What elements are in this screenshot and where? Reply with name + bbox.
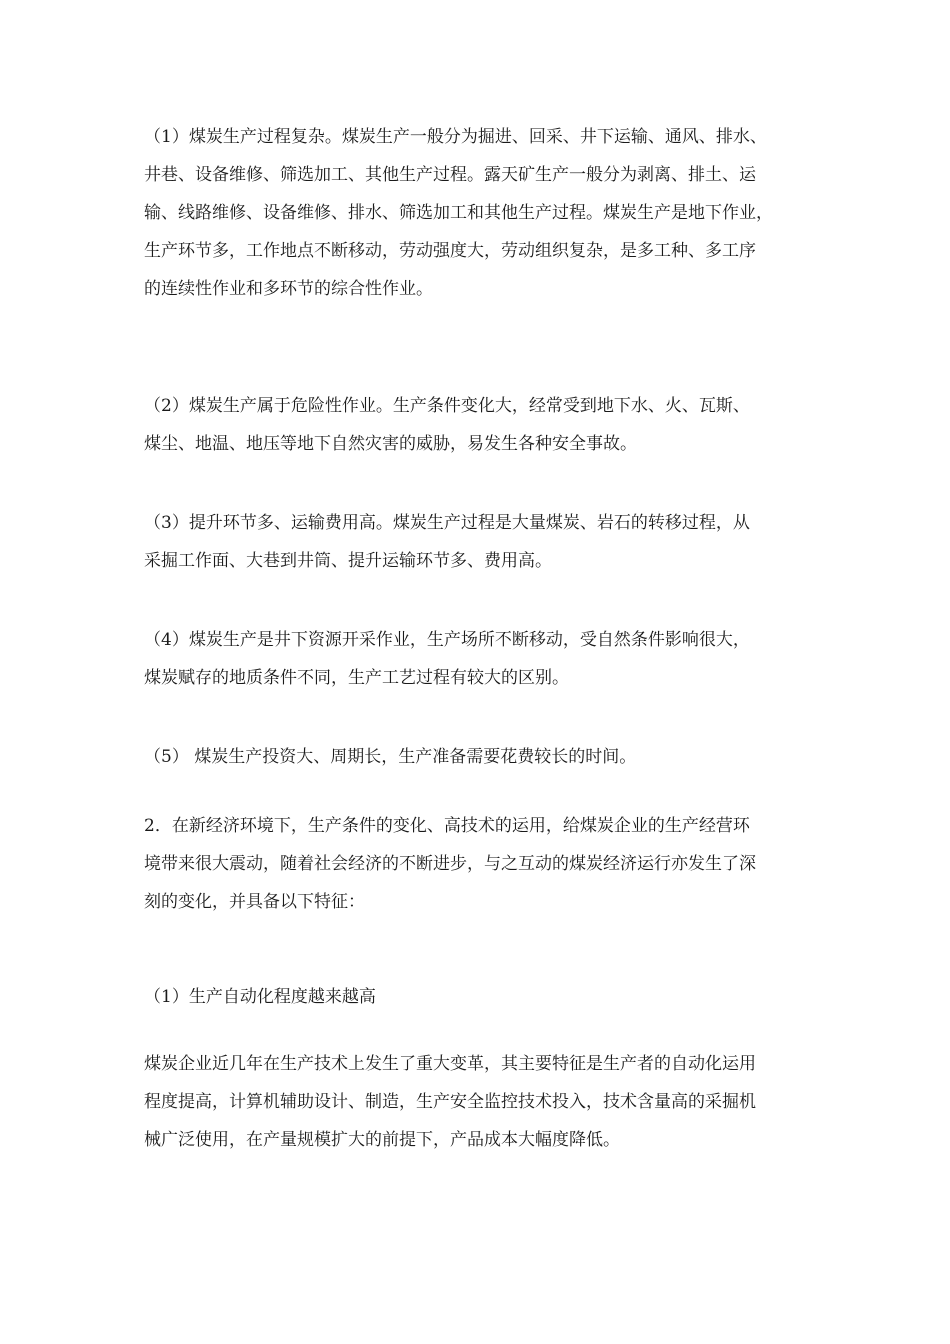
text-line: 井巷、设备维修、筛选加工、其他生产过程。露天矿生产一般分为剥离、排土、运 [144, 165, 756, 185]
paragraph-investment [144, 738, 814, 776]
text-line: 境带来很大震动，随着社会经济的不断进步，与之互动的煤炭经济运行亦发生了深 [144, 854, 756, 874]
text-line: （1）生产自动化程度越来越高 [144, 987, 376, 1007]
paragraph-automation-body [144, 1045, 814, 1159]
paragraph-transport-cost [144, 504, 814, 580]
text-line: 生产环节多，工作地点不断移动，劳动强度大，劳动组织复杂，是多工种、多工序 [144, 241, 756, 261]
text-line: （5） 煤炭生产投资大、周期长，生产准备需要花费较长的时间。 [144, 747, 637, 767]
paragraph-underground-mining [144, 621, 814, 697]
text-line: 2．在新经济环境下，生产条件的变化、高技术的运用，给煤炭企业的生产经营环 [144, 816, 750, 836]
text-line: 煤尘、地温、地压等地下自然灾害的威胁，易发生各种安全事故。 [144, 434, 637, 454]
text-line: 程度提高，计算机辅助设计、制造，生产安全监控技术投入，技术含量高的采掘机 [144, 1092, 756, 1112]
text-line: （3）提升环节多、运输费用高。煤炭生产过程是大量煤炭、岩石的转移过程，从 [144, 513, 750, 533]
text-line: （2）煤炭生产属于危险性作业。生产条件变化大，经常受到地下水、火、瓦斯、 [144, 396, 750, 416]
text-line: 煤炭企业近几年在生产技术上发生了重大变革，其主要特征是生产者的自动化运用 [144, 1054, 756, 1074]
text-line: （1）煤炭生产过程复杂。煤炭生产一般分为掘进、回采、井下运输、通风、排水、 [144, 127, 767, 147]
text-line: 械广泛使用，在产量规模扩大的前提下，产品成本大幅度降低。 [144, 1130, 620, 1150]
paragraph-new-economy [144, 807, 814, 921]
text-line: （4）煤炭生产是井下资源开采作业，生产场所不断移动，受自然条件影响很大， [144, 630, 750, 650]
paragraph-hazardous-work [144, 387, 814, 463]
text-line: 采掘工作面、大巷到井筒、提升运输环节多、费用高。 [144, 551, 552, 571]
text-line: 刻的变化，并具备以下特征： [144, 892, 365, 912]
paragraph-production-complex [144, 118, 814, 308]
paragraph-automation-heading [144, 978, 814, 1016]
text-line: 的连续性作业和多环节的综合性作业。 [144, 279, 433, 299]
text-line: 输、线路维修、设备维修、排水、筛选加工和其他生产过程。煤炭生产是地下作业， [144, 203, 773, 223]
text-line: 煤炭赋存的地质条件不同，生产工艺过程有较大的区别。 [144, 668, 569, 688]
